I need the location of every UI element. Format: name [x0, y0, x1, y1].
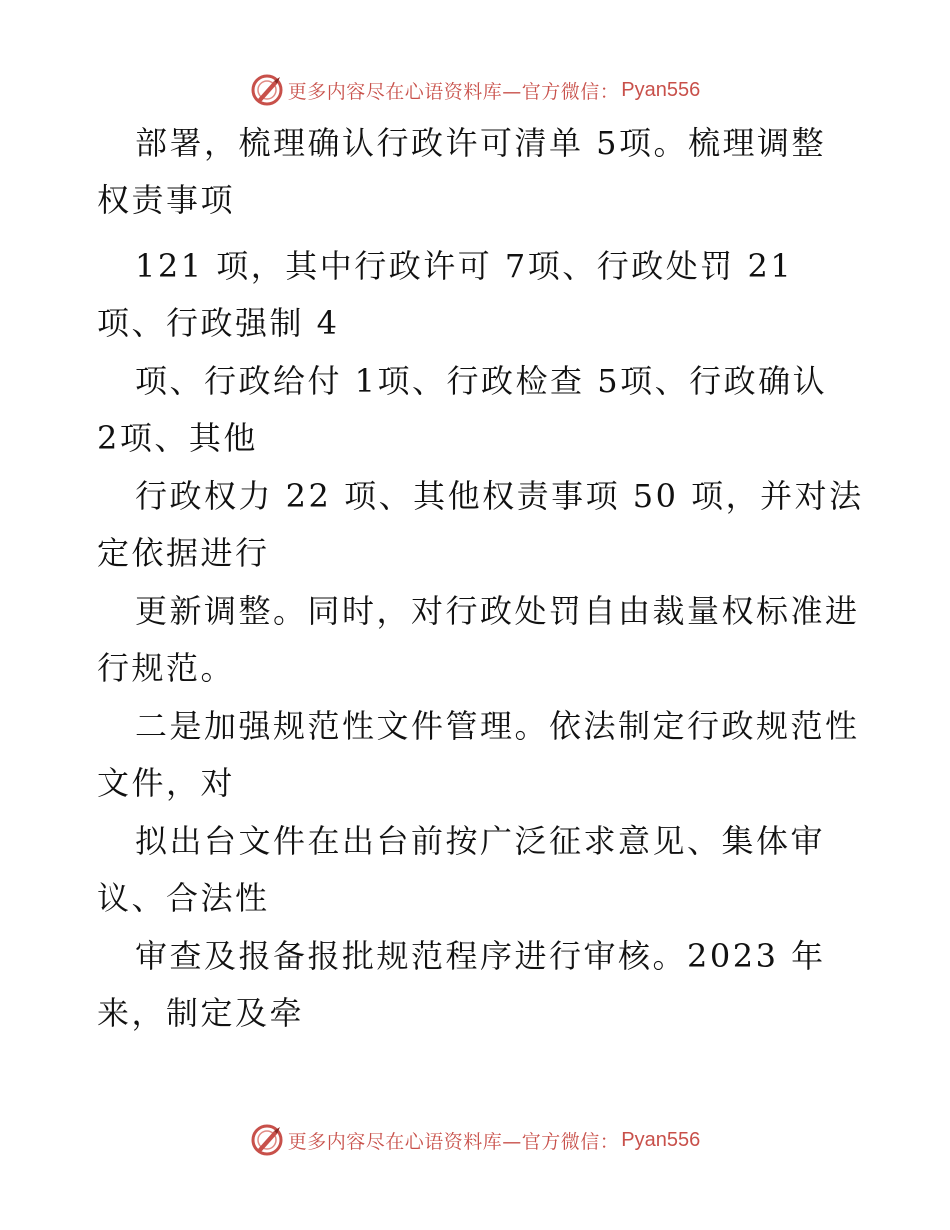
text-line: 部署，梳理确认行政许可清单 5项。梳理调整: [135, 124, 827, 162]
text-line: 二是加强规范性文件管理。依法制定行政规范性: [135, 707, 860, 745]
text-line: 文件，对: [97, 764, 236, 802]
footer-watermark: [0, 1120, 950, 1160]
text-line: 项、行政强制 4: [97, 304, 340, 342]
watermark-account: Pyan556: [621, 1128, 701, 1151]
pen-logo-icon: [250, 73, 284, 107]
header-watermark: [0, 70, 950, 110]
watermark-text: 更多内容尽在心语资料库—官方微信：: [287, 80, 620, 103]
text-line: 权责事项: [97, 181, 236, 219]
text-line: 更新调整。同时，对行政处罚自由裁量权标准进: [135, 592, 860, 630]
text-line: 议、合法性: [97, 879, 270, 917]
watermark-text: 更多内容尽在心语资料库—官方微信：: [287, 1130, 620, 1153]
text-line: 定依据进行: [97, 534, 270, 572]
text-line: 审查及报备报批规范程序进行审核。2023 年: [135, 937, 826, 975]
text-line: 2项、其他: [97, 419, 258, 457]
text-line: 121 项，其中行政许可 7项、行政处罚 21: [135, 247, 794, 285]
pen-logo-icon: [250, 1123, 284, 1157]
watermark-account: Pyan556: [621, 78, 701, 101]
text-line: 来，制定及牵: [97, 994, 305, 1032]
text-line: 项、行政给付 1项、行政检查 5项、行政确认: [135, 362, 828, 400]
text-line: 行政权力 22 项、其他权责事项 50 项，并对法: [135, 477, 864, 515]
text-line: 拟出台文件在出台前按广泛征求意见、集体审: [135, 822, 826, 860]
text-line: 行规范。: [97, 649, 236, 687]
